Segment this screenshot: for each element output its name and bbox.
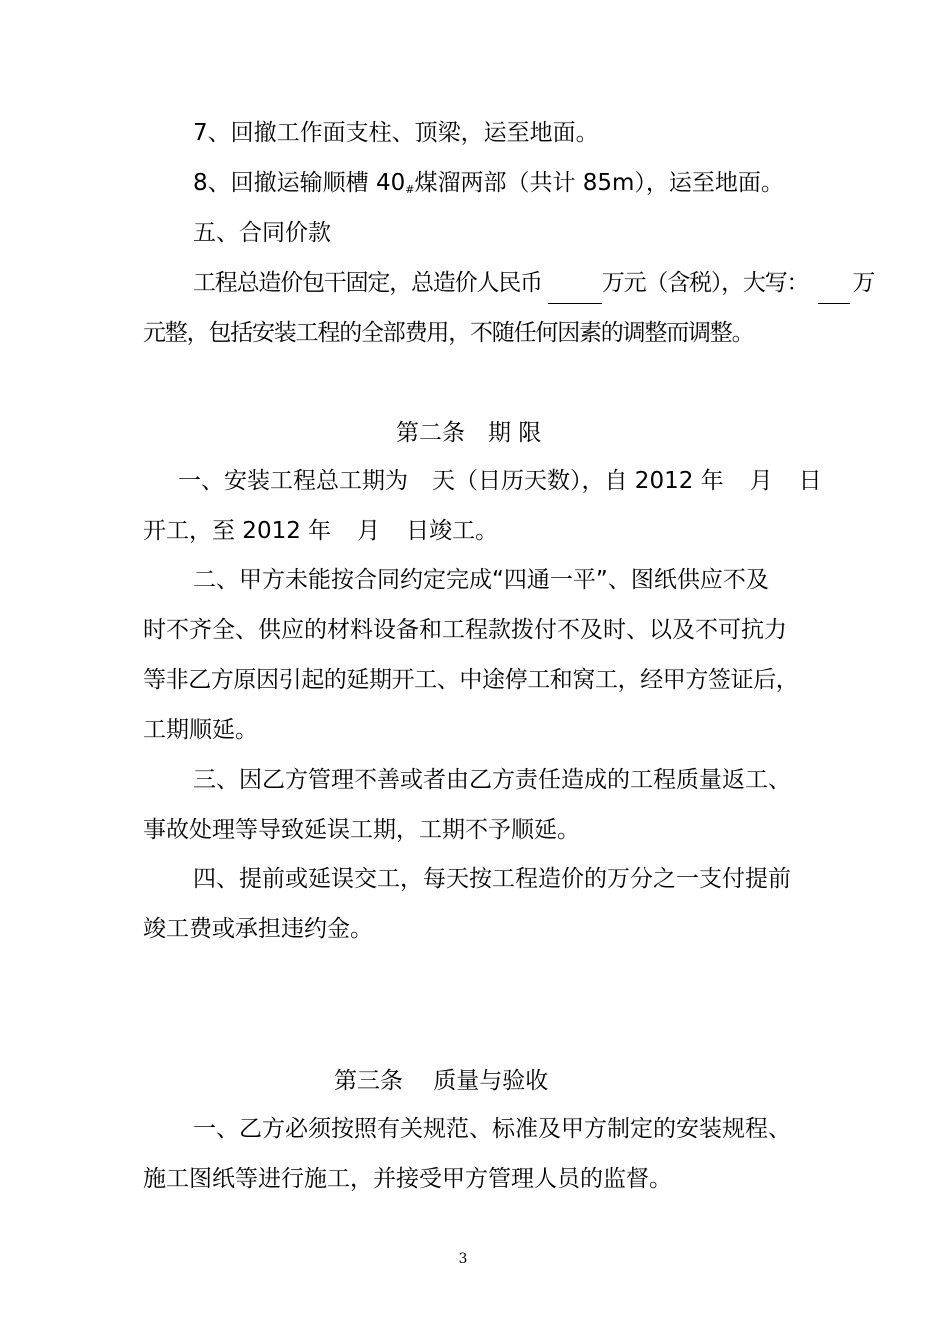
term-paragraph-3-line-2 bbox=[143, 815, 580, 845]
price-text-part-2: 万元（含税），大写： bbox=[601, 270, 809, 296]
term-paragraph-2-line-2-text: 时不齐全、供应的材料设备和工程款拨付不及时、以及不可抗力 bbox=[143, 617, 787, 643]
page-number: 3 bbox=[458, 1251, 468, 1267]
article-3-title-text: 第三条 质量与验收 bbox=[334, 1068, 549, 1094]
list-item-8-text-start: 8、回撤运输顺槽 40 bbox=[193, 170, 406, 196]
term-paragraph-3-line-2-text: 事故处理等导致延误工期，工期不予顺延。 bbox=[143, 817, 580, 843]
term-paragraph-2-line-2 bbox=[143, 615, 787, 645]
term-paragraph-1-line-1 bbox=[178, 466, 822, 496]
quality-paragraph-1-line-2 bbox=[143, 1164, 672, 1194]
term-paragraph-2-line-1 bbox=[193, 565, 769, 595]
section-heading-contract-price-text: 五、合同价款 bbox=[193, 220, 331, 246]
price-paragraph-line-2 bbox=[143, 318, 753, 348]
term-start-day-text: 日 bbox=[798, 468, 822, 494]
price-paragraph-line-1 bbox=[193, 268, 874, 298]
term-end-month-text: 月 bbox=[357, 518, 381, 544]
article-2-title bbox=[396, 418, 541, 448]
term-end-day-text: 日竣工。 bbox=[406, 518, 499, 544]
term-start-month-text: 月 bbox=[749, 468, 773, 494]
term-start-date-text: 天（日历天数），自 2012 年 bbox=[432, 468, 724, 494]
quality-paragraph-1-line-2-text: 施工图纸等进行施工，并接受甲方管理人员的监督。 bbox=[143, 1166, 672, 1192]
term-paragraph-1-line-2 bbox=[143, 516, 498, 546]
list-item-8-hash-subscript: # bbox=[405, 183, 415, 196]
term-total-duration-text: 一、安装工程总工期为 bbox=[178, 468, 408, 494]
term-paragraph-4-line-1-text: 四、提前或延误交工，每天按工程造价的万分之一支付提前 bbox=[193, 866, 791, 892]
quality-paragraph-1-line-1-text: 一、乙方必须按照有关规范、标准及甲方制定的安装规程、 bbox=[193, 1116, 791, 1142]
list-item-7-text: 7、回撤工作面支柱、顶梁，运至地面。 bbox=[193, 120, 599, 146]
term-paragraph-2-line-4 bbox=[143, 715, 258, 745]
section-heading-contract-price bbox=[193, 218, 331, 248]
term-paragraph-2-line-3-text: 等非乙方原因引起的延期开工、中途停工和窝工，经甲方签证后， bbox=[143, 667, 799, 693]
term-paragraph-4-line-2-text: 竣工费或承担违约金。 bbox=[143, 916, 373, 942]
list-item-7 bbox=[193, 118, 599, 148]
term-paragraph-2-line-4-text: 工期顺延。 bbox=[143, 717, 258, 743]
term-paragraph-2-line-1-text: 二、甲方未能按合同约定完成“四通一平”、图纸供应不及 bbox=[193, 567, 769, 593]
price-paragraph-line-2-text: 元整，包括安装工程的全部费用，不随任何因素的调整而调整。 bbox=[143, 320, 754, 346]
term-paragraph-4-line-1 bbox=[193, 864, 791, 894]
price-text-part-1: 工程总造价包干固定，总造价人民币 bbox=[193, 270, 542, 296]
article-3-title bbox=[334, 1066, 548, 1096]
list-item-8-text-end: 煤溜两部（共计 85m），运至地面。 bbox=[414, 170, 784, 196]
term-paragraph-3-line-1 bbox=[193, 765, 791, 795]
term-end-year-text: 开工，至 2012 年 bbox=[143, 518, 332, 544]
term-paragraph-4-line-2 bbox=[143, 914, 373, 944]
article-2-title-text: 第二条 期 限 bbox=[396, 420, 542, 446]
term-paragraph-3-line-1-text: 三、因乙方管理不善或者由乙方责任造成的工程质量返工、 bbox=[193, 767, 791, 793]
quality-paragraph-1-line-1 bbox=[193, 1114, 791, 1144]
price-text-part-3: 万 bbox=[852, 270, 875, 296]
term-paragraph-2-line-3 bbox=[143, 665, 798, 695]
list-item-8 bbox=[193, 168, 784, 198]
